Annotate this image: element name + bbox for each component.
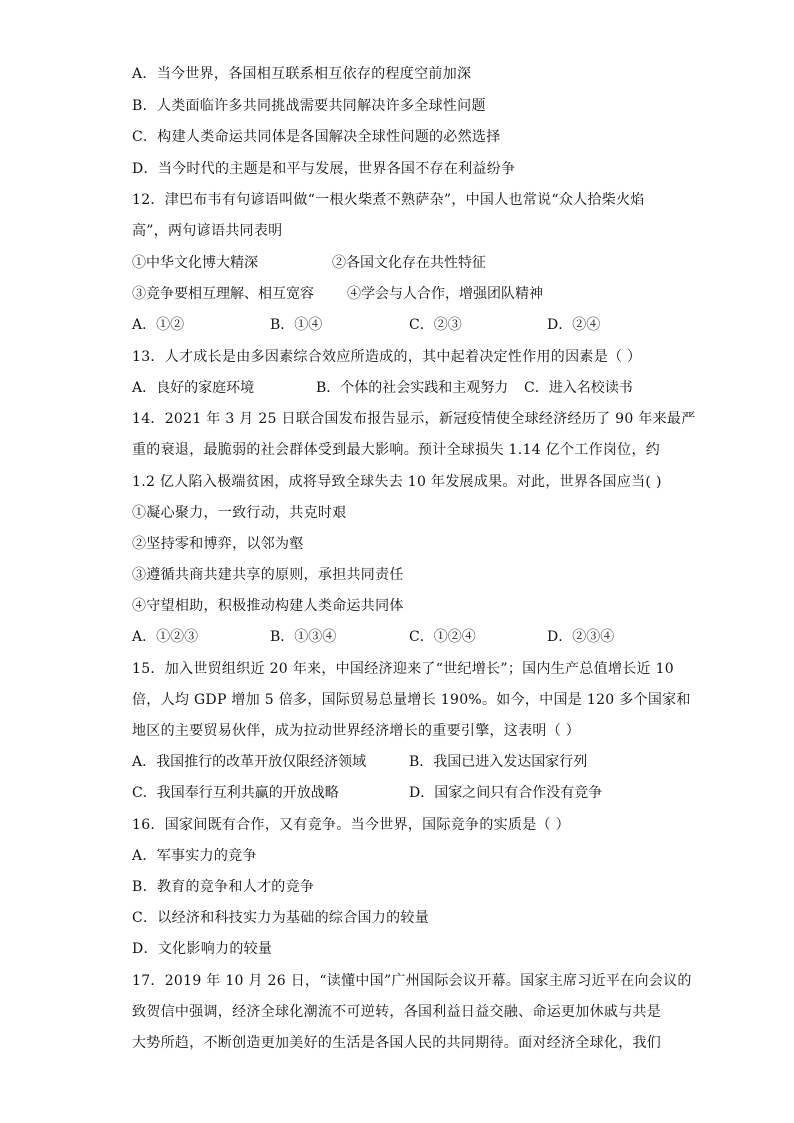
q12-stem-line-1: 12．津巴布韦有句谚语叫做“一根火柴煮不熟萨杂”，中国人也常说“众人拾柴火焰 bbox=[132, 192, 645, 208]
q15-option-a: A．我国推行的改革开放仅限经济领域 bbox=[132, 754, 367, 770]
q12-option-c: C．②③ bbox=[409, 317, 462, 333]
q16-option-c: C．以经济和科技实力为基础的综合国力的较量 bbox=[132, 910, 430, 926]
q14-option-c: C．①②④ bbox=[409, 629, 476, 645]
q14-statement-2: ②坚持零和博弈，以邻为壑 bbox=[132, 536, 304, 552]
q16-option-a: A．军事实力的竞争 bbox=[132, 848, 257, 864]
q14-option-b: B．①③④ bbox=[270, 629, 337, 645]
q13-option-b: B．个体的社会实践和主观努力 bbox=[316, 380, 509, 396]
q15-option-c: C．我国奉行互利共赢的开放战略 bbox=[132, 785, 339, 801]
q14-stem-line-1: 14．2021 年 3 月 25 日联合国发布报告显示，新冠疫情使全球经济经历了 90 年来最严 bbox=[132, 411, 696, 427]
q13-option-a: A．良好的家庭环境 bbox=[132, 380, 255, 396]
q12-statement-1: ①中华文化博大精深 bbox=[132, 255, 258, 271]
q17-stem-line-2: 致贺信中强调，经济全球化潮流不可逆转，各国利益日益交融、命运更加休戚与共是 bbox=[132, 1004, 662, 1020]
q16-option-d: D．文化影响力的较量 bbox=[132, 941, 273, 957]
q14-stem-line-3: 1.2 亿人陷入极端贫困，成将导致全球失去 10 年发展成果。对此，世界各国应当( ) bbox=[132, 474, 662, 490]
q12-stem-line-2: 高”，两句谚语共同表明 bbox=[132, 223, 283, 239]
q12-option-a: A．①② bbox=[132, 317, 185, 333]
q17-stem-line-3: 大势所趋，不断创造更加美好的生活是各国人民的共同期待。面对经济全球化，我们 bbox=[132, 1035, 662, 1051]
q14-option-a: A．①②③ bbox=[132, 629, 199, 645]
q12-option-d: D．②④ bbox=[547, 317, 601, 333]
q14-statement-3: ③遵循共商共建共享的原则，承担共同责任 bbox=[132, 567, 404, 583]
q11-option-c: C．构建人类命运共同体是各国解决全球性问题的必然选择 bbox=[132, 129, 501, 145]
q12-statement-2: ②各国文化存在共性特征 bbox=[332, 255, 486, 271]
q16-stem: 16．国家间既有合作，又有竞争。当今世界，国际竞争的实质是（ ） bbox=[132, 817, 570, 833]
q15-stem-line-3: 地区的主要贸易伙伴，成为拉动世界经济增长的重要引擎，这表明（ ） bbox=[132, 723, 581, 739]
q14-statement-1: ①凝心聚力，一致行动，共克时艰 bbox=[132, 505, 347, 521]
q12-statement-3: ③竞争要相互理解、相互宽容 bbox=[132, 286, 314, 302]
q13-stem: 13．人才成长是由多因素综合效应所造成的，其中起着决定性作用的因素是（ ） bbox=[132, 349, 642, 365]
q15-stem-line-2: 倍，人均 GDP 增加 5 倍多，国际贸易总量增长 190%。如今，中国是 120 多个国家和 bbox=[132, 692, 691, 708]
q16-option-b: B．教育的竞争和人才的竞争 bbox=[132, 879, 315, 895]
q13-option-c: C．进入名校读书 bbox=[524, 380, 633, 396]
q11-option-a: A．当今世界，各国相互联系相互依存的程度空前加深 bbox=[132, 66, 472, 82]
q14-statement-4: ④守望相助，积极推动构建人类命运共同体 bbox=[132, 598, 404, 614]
q14-option-d: D．②③④ bbox=[547, 629, 615, 645]
q15-option-d: D．国家之间只有合作没有竞争 bbox=[409, 785, 603, 801]
q17-stem-line-1: 17．2019 年 10 月 26 日，“读懂中国”广州国际会议开幕。国家主席习近平在向会议的 bbox=[132, 973, 692, 989]
q14-stem-line-2: 重的衰退，最脆弱的社会群体受到最大影响。预计全球损失 1.14 亿个工作岗位，约 bbox=[132, 442, 661, 458]
q15-stem-line-1: 15．加入世贸组织近 20 年来，中国经济迎来了“世纪增长”；国内生产总值增长近 10 bbox=[132, 661, 675, 677]
q12-option-b: B．①④ bbox=[270, 317, 323, 333]
q11-option-b: B．人类面临许多共同挑战需要共同解决许多全球性问题 bbox=[132, 98, 486, 114]
q11-option-d: D．当今时代的主题是和平与发展，世界各国不存在利益纷争 bbox=[132, 161, 516, 177]
q15-option-b: B．我国已进入发达国家行列 bbox=[409, 754, 588, 770]
q12-statement-4: ④学会与人合作，增强团队精神 bbox=[347, 286, 543, 302]
